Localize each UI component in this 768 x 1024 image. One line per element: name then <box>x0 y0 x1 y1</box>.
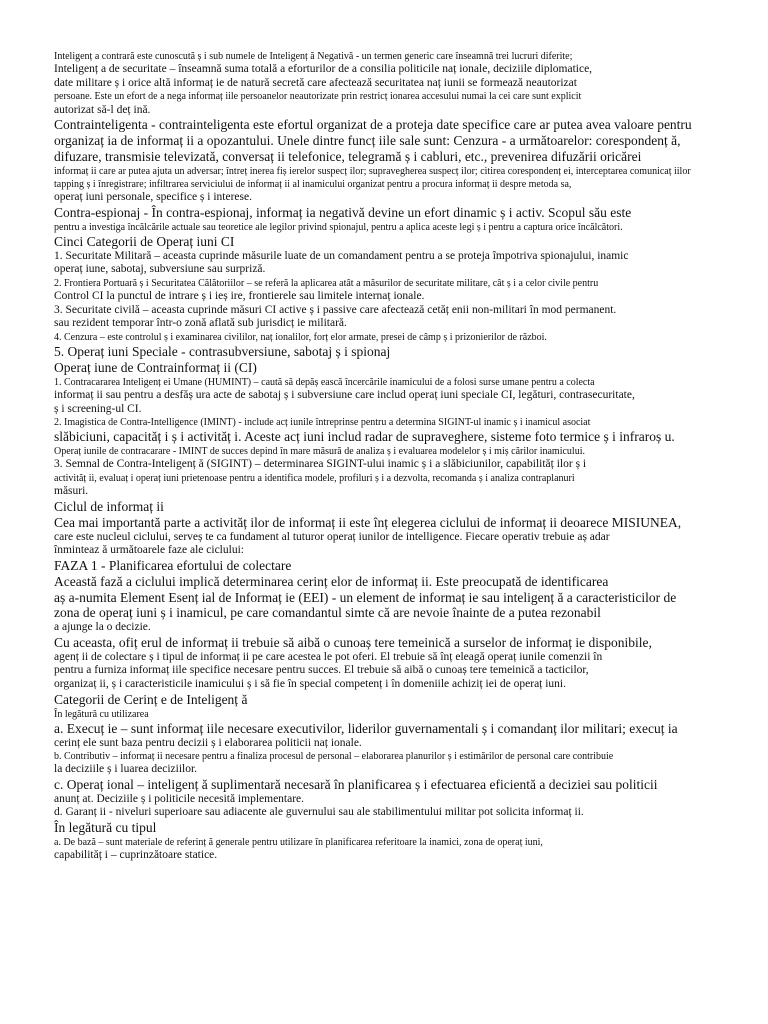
document-text-line: 5. Operaț iuni Speciale - contrasubversiune, sabotaj ș i spionaj <box>54 343 391 359</box>
document-page <box>54 50 738 863</box>
document-text-line: ș i screening-ul CI. <box>54 402 142 415</box>
document-text-line: 2. Frontiera Portuară ș i Securitatea Călătoriilor – se referă la aplicarea atât a măsurilor de securitate militare, cât ș i a celor civile pentru <box>54 277 599 289</box>
document-text-line: activităț ii, evaluaț i operaț iuni prietenoase pentru a identifica modele, profiluri ș i a dezvolta, recomanda ș i analiza contraplanuri <box>54 473 575 484</box>
document-text-line: 3. Semnal de Contra-Inteligenț ă (SIGINT) – determinarea SIGINT-ului inamic ș i a slăbiciunilor, capabilităț ilor ș i <box>54 458 587 471</box>
document-text-line: slăbiciuni, capacităț i ș i activităț i. Aceste acț iuni includ radar de supraveghere, sisteme foto termice ș i infraroș u. <box>54 429 675 445</box>
document-text-line: Categorii de Cerinț e de Inteligenț ă <box>54 691 248 707</box>
document-text-line: Contra-espionaj - În contra-espionaj, informaț ia negativă devine un efort dinamic ș i activ. Scopul său este <box>54 204 632 220</box>
document-text-line: organizaț ii, ș i caracteristicile inamicului ș i să fie în special competenț i în domeniile achiziț iei de operaț iuni. <box>54 678 567 691</box>
document-text-line: sau rezident temporar într-o zonă aflată sub jurisdicț ie militară. <box>54 317 347 330</box>
document-text-line: organizaț ia de informaț ii a opozantului. Unele dintre funcț iile sale sunt: Cenzura - a următoarelor: corespondenț ă, <box>54 132 681 148</box>
document-text-line: date militare ș i orice altă informaț ie de natură secretă care afectează securitatea naț iunii se formează neautorizat <box>54 76 577 89</box>
document-text-line: aș a-numita Element Esenț ial de Informaț ie (EEI) - un element de informaț ie sau inteligenț ă a caracteristicilor de <box>54 589 677 605</box>
document-text-line: pentru a investiga încălcările actuale sau teoretice ale legilor privind spionajul, pentru a aplica aceste legi ș i pentru a captura orice încălcători. <box>54 221 623 233</box>
document-text-line: agenț ii de colectare ș i tipul de informaț ii pe care acestea le pot oferi. El trebuie să înț eleagă operaț iunile comenzii în <box>54 650 603 663</box>
document-text-line: tapping ș i înregistrare; infiltrarea serviciului de informaț ii al inamicului organizat pentru a procura informaț ii despre metoda sa, <box>54 179 572 191</box>
document-text-line: capabilităț i – cuprinzătoare statice. <box>54 849 218 862</box>
document-text-line: a. Execuț ie – sunt informaț iile necesare executivilor, liderilor guvernamentali ș i comandanț ilor militari; execuț ia <box>54 720 678 736</box>
document-text-line: informaț ii care ar putea ajuta un adversar; întreț inerea fiș ierelor suspecț ilor; supravegherea suspecț ilor; citirea corespondenț ei, interceptarea comunicaț iilor <box>54 165 691 177</box>
document-text-line: zona de operaț iuni ș i inamicul, pe care comandantul simte că are nevoie înainte de a putea rezonabil <box>54 605 601 621</box>
document-text-line: care este nucleul ciclului, serveș te ca fundament al tuturor operaț iunilor de intelligence. Fiecare operativ trebuie aș adar <box>54 530 610 543</box>
document-text-line: 1. Contracararea Inteligenț ei Umane (HUMINT) – caută să depăș ească încercările inamicului de a folosi surse umane pentru a colecta <box>54 376 595 388</box>
document-text-line: Cu aceasta, ofiț erul de informaț ii trebuie să aibă o cunoaș tere temeinică a surselor de informaț ie disponibile, <box>54 634 652 650</box>
document-text-line: a ajunge la o decizie. <box>54 621 151 634</box>
document-text-line: 2. Imagistica de Contra-Intelligence (IMINT) - include acț iunile întreprinse pentru a determina SIGINT-ul inamic ș i inamicul asociat <box>54 417 591 429</box>
document-text-line: difuzare, transmisie televizată, conversaț ii telefonice, telegramă ș i cabluri, etc., prevenirea difuzării oricărei <box>54 148 642 164</box>
document-text-line: Inteligenț a contrară este cunoscută ș i sub numele de Inteligenț ă Negativă - un termen generic care înseamnă trei lucruri diferite; <box>54 51 573 62</box>
document-text-line: Control CI la punctul de intrare ș i ieș ire, frontierele sau limitele internaț ionale. <box>54 290 425 303</box>
document-text-line: În legătură cu tipul <box>54 819 157 835</box>
document-text-line: informaț ii sau pentru a desfăș ura acte de sabotaj ș i subversiune care includ operaț iuni speciale CI, legături, contrasecuritate, <box>54 389 635 402</box>
document-text-line: c. Operaț ional – inteligenț ă suplimentară necesară în planificarea ș i efectuarea eficientă a deciziei sau politicii <box>54 776 658 792</box>
document-text-line: 3. Securitate civilă – aceasta cuprinde măsuri CI active ș i passive care afectează cetăț enii non-militari în mod permanent. <box>54 303 617 316</box>
document-text-line: autorizat să-l deț ină. <box>54 103 151 116</box>
document-text-line: Această fază a ciclului implică determinarea cerinț elor de informaț ii. Este preocupată de identificarea <box>54 573 609 589</box>
document-text-line: operaț iune, sabotaj, subversiune sau surpriză. <box>54 263 266 276</box>
document-text-line: 1. Securitate Militară – aceasta cuprinde măsurile luate de un comandament pentru a se proteja împotriva spionajului, inamic <box>54 249 629 262</box>
document-text-line: Operaț iunile de contracarare - IMINT de succes depind în mare măsură de analiza ș i evaluarea modelelor ș i miș cărilor inamicului. <box>54 446 585 458</box>
document-text-line: Cinci Categorii de Operaț iuni CI <box>54 233 235 249</box>
document-text-line: Ciclul de informaț ii <box>54 498 164 514</box>
document-text-line: măsuri. <box>54 485 89 498</box>
document-text-line: d. Garanț ii - niveluri superioare sau adiacente ale guvernului sau ale stabilimentului militar pot solicita informaț ii. <box>54 806 584 819</box>
document-text-line: la deciziile ș i luarea deciziilor. <box>54 763 198 776</box>
document-text-line: Contrainteligenta - contrainteligenta este efortul organizat de a proteja date specifice care ar putea avea valoare pentru <box>54 117 692 133</box>
document-text-line: cerinț ele sunt baza pentru decizii ș i elaborarea politicii naț ionale. <box>54 736 362 749</box>
document-text-line: Operaț iune de Contrainformaț ii (CI) <box>54 359 257 375</box>
document-text-line: Inteligenț a de securitate – înseamnă suma totală a eforturilor de a consilia politicile naț ionale, deciziile diplomatice, <box>54 63 593 76</box>
document-text-line: anunț at. Deciziile ș i politicile necesită implementare. <box>54 792 305 805</box>
document-text-line: 4. Cenzura – este controlul ș i examinarea civililor, naț ionalilor, forț elor armate, presei de câmp ș i prizonierilor de război. <box>54 331 547 343</box>
document-text-line: Cea mai importantă parte a activităț ilor de informaț ii este înț elegerea ciclului de informaț ii deoarece MISIUNEA, <box>54 514 682 530</box>
document-text-line: persoane. Este un efort de a nega informaț iile persoanelor neautorizate prin restricț ionarea accesului numai la cei care sunt explicit <box>54 91 582 103</box>
document-text-line: înminteaz ă următoarele faze ale ciclului: <box>54 544 244 557</box>
document-text-line: a. De bază – sunt materiale de referinț ă generale pentru utilizare în planificarea referitoare la inamici, zona de operaț iuni, <box>54 836 543 848</box>
document-text-line: operaț iuni personale, specifice ș i interese. <box>54 191 252 204</box>
document-text-line: pentru a furniza informaț iile specifice necesare pentru succes. El trebuie să aibă o cunoaș tere temeinică a tacticilor, <box>54 664 589 677</box>
document-text-line: În legătură cu utilizarea <box>54 708 149 720</box>
document-text-line: FAZA 1 - Planificarea efortului de colectare <box>54 557 292 573</box>
document-text-line: b. Contributiv – informaț ii necesare pentru a finaliza procesul de personal – elaborarea planurilor ș i estimărilor de personal care contribuie <box>54 751 614 763</box>
